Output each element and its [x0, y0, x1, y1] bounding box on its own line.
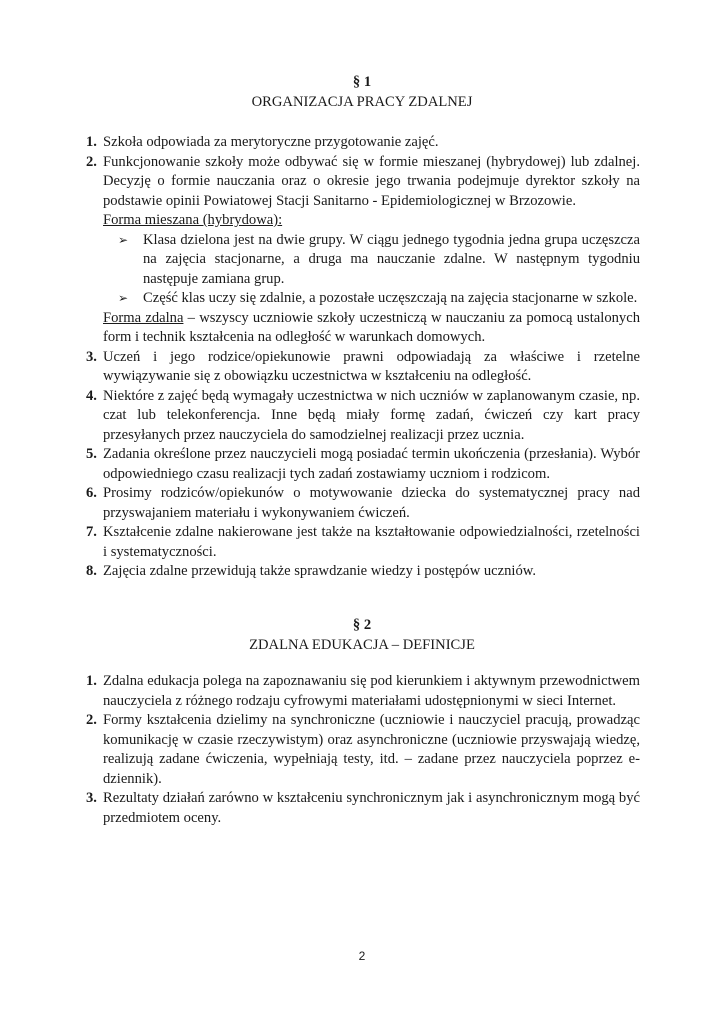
item-text: Kształcenie zdalne nakierowane jest także na kształtowanie odpowiedzialności, rzetelności i systematyczności.: [103, 524, 640, 560]
item-text: Niektóre z zajęć będą wymagały uczestnictwa w nich uczniów w zaplanowanym czasie, np. czat lub telekonferencja. Inne będą miały formę zadań, ćwiczeń czy kart pracy przesyłanych przez nauczyciela do samodzielnej realizacji przez ucznia.: [103, 387, 640, 443]
item-number: 3.: [86, 348, 97, 365]
list-item: [86, 789, 640, 828]
list-item: [86, 133, 640, 153]
list-item: [86, 672, 640, 711]
item-text: Zdalna edukacja polega na zapoznawaniu się pod kierunkiem i aktywnym przewodnictwem nauczyciela z różnego rodzaju cyfrowymi materiałami udostępnionymi w sieci Internet.: [103, 673, 640, 709]
section-1-heading: [86, 73, 638, 112]
list-item: [86, 484, 640, 523]
section-2-number: § 2: [352, 617, 372, 633]
section-2-heading: [86, 616, 638, 655]
item-number: 1.: [86, 673, 97, 689]
item-number: 1.: [86, 134, 97, 150]
section-1-list: [86, 133, 640, 582]
item-text: Rezultaty działań zarówno w kształceniu synchronicznym jak i asynchronicznym mogą być przedmiotem oceny.: [103, 790, 640, 826]
remote-form-paragraph: [103, 309, 640, 348]
item-number: 6.: [86, 485, 97, 501]
section-2-list: [86, 672, 640, 828]
list-item: [86, 387, 640, 446]
arrowhead-bullet-icon: ➢: [118, 232, 129, 247]
item-text: Zadania określone przez nauczycieli mogą posiadać termin ukończenia (przesłania). Wybór odpowiedniego czasu realizacji tych zadań zostawiamy uczniom i rodzicom.: [103, 446, 640, 482]
list-item: [86, 523, 640, 562]
remote-form-text: – wszyscy uczniowie szkoły uczestniczą w nauczaniu za pomocą ustalonych form i technik kształcenia na odległość w warunkach domowych.: [103, 309, 640, 345]
item-number: 5.: [86, 446, 97, 462]
remote-form-label: Forma zdalna: [103, 309, 184, 326]
list-item: [86, 445, 640, 484]
item-text: Funkcjonowanie szkoły może odbywać się w formie mieszanej (hybrydowej) lub zdalnej. Decyzję o formie nauczania oraz o okresie jego trwania podejmuje dyrektor szkoły na podstawie opinii Powiatowej Stacji Sanitarno - Epidemiologicznej w Brzozowie.: [103, 153, 640, 209]
item-number: 4.: [86, 387, 97, 404]
list-item: [86, 153, 640, 348]
item-number: 3.: [86, 790, 97, 806]
item-number: 2.: [86, 712, 97, 728]
item-number: 8.: [86, 563, 97, 579]
item-text: Zajęcia zdalne przewidują także sprawdzanie wiedzy i postępów uczniów.: [103, 563, 537, 579]
arrowhead-bullet-icon: ➢: [118, 291, 129, 305]
item-text: Prosimy rodziców/opiekunów o motywowanie dziecka do systematycznej pracy nad przyswajaniem materiału i wykonywaniem ćwiczeń.: [103, 485, 640, 521]
item-text: Uczeń i jego rodzice/opiekunowie prawni odpowiadają za właściwe i rzetelne wywiązywanie się z obowiązku uczestnictwa w kształceniu na odległość.: [103, 348, 640, 384]
bullet-item: [118, 231, 640, 290]
list-item: [86, 711, 640, 789]
item-number: 2.: [86, 153, 97, 170]
section-1-number: § 1: [352, 74, 372, 90]
list-item: [86, 348, 640, 387]
item-text: Szkoła odpowiada za merytoryczne przygotowanie zajęć.: [103, 134, 439, 150]
page-number: 2: [358, 949, 366, 963]
bullet-text: Część klas uczy się zdalnie, a pozostałe uczęszczają na zajęcia stacjonarne w szkole.: [143, 290, 638, 306]
list-item: [86, 562, 640, 582]
section-2-title: ZDALNA EDUKACJA – DEFINICJE: [249, 636, 475, 653]
section-1-title: ORGANIZACJA PRACY ZDALNEJ: [251, 93, 473, 110]
bullet-text: Klasa dzielona jest na dwie grupy. W ciągu jednego tygodnia jedna grupa uczęszcza na zajęcia stacjonarne, a druga ma nauczanie zdalne. W następnym tygodniu następuje zamiana grup.: [143, 231, 640, 287]
hybrid-form-label: Forma mieszana (hybrydowa):: [103, 212, 283, 228]
bullet-item: [118, 289, 640, 309]
item-text: Formy kształcenia dzielimy na synchroniczne (uczniowie i nauczyciel pracują, prowadząc komunikację w czasie rzeczywistym) oraz asynchroniczne (uczniowie przyswajają wiedzę, realizują zadane ćwiczenia, wypełniają testy, itd. – zadane przez nauczyciela poprzez e-dziennik).: [103, 712, 640, 787]
item-number: 7.: [86, 524, 97, 540]
hybrid-bullet-list: [103, 231, 640, 309]
